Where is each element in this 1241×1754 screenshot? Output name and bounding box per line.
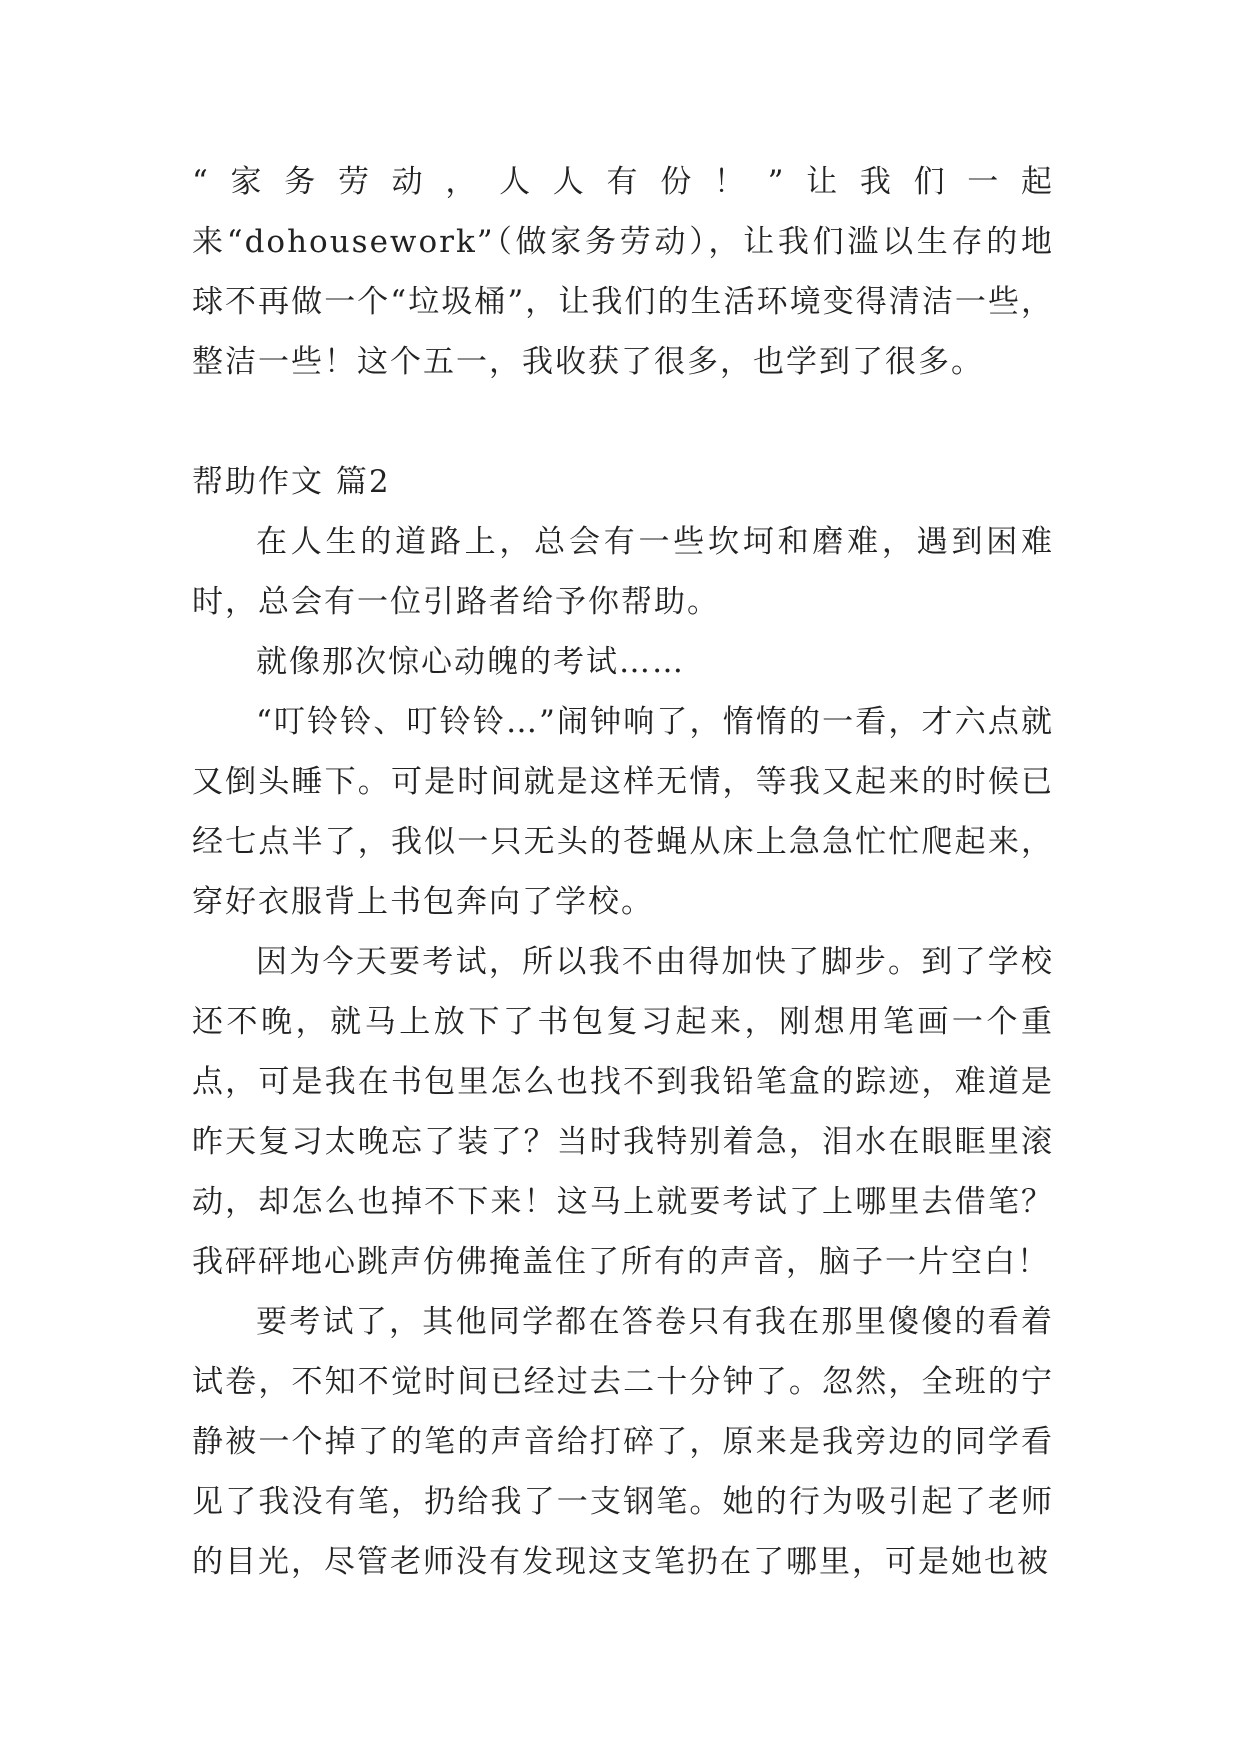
document-body <box>192 152 1054 1592</box>
body-paragraph: 因为今天要考试，所以我不由得加快了脚步。到了学校还不晚，就马上放下了书包复习起来，刚想用笔画一个重点，可是我在书包里怎么也找不到我铅笔盒的踪迹，难道是昨天复习太晚忘了装了？当时我特别着急，泪水在眼眶里滚动，却怎么也掉不下来！这马上就要考试了上哪里去借笔？我砰砰地心跳声仿佛掩盖住了所有的声音，脑子一片空白！ <box>192 944 1054 1280</box>
intro-paragraph: “家务劳动，人人有份！”让我们一起来“dohousework”（做家务劳动），让我们滥以生存的地球不再做一个“垃圾桶”，让我们的生活环境变得清洁一些，整洁一些！这个五一，我收获了很多，也学到了很多。 <box>192 164 1054 380</box>
section-title: 帮助作文 篇2 <box>192 464 391 500</box>
body-paragraph: 要考试了，其他同学都在答卷只有我在那里傻傻的看着试卷，不知不觉时间已经过去二十分钟了。忽然，全班的宁静被一个掉了的笔的声音给打碎了，原来是我旁边的同学看见了我没有笔，扔给我了一支钢笔。她的行为吸引起了老师的目光，尽管老师没有发现这支笔扔在了哪里，可是她也被 <box>192 1304 1054 1580</box>
body-paragraph: “叮铃铃、叮铃铃…”闹钟响了，惰惰的一看，才六点就又倒头睡下。可是时间就是这样无情，等我又起来的时候已经七点半了，我似一只无头的苍蝇从床上急急忙忙爬起来，穿好衣服背上书包奔向了学校。 <box>192 704 1054 920</box>
body-paragraph: 在人生的道路上，总会有一些坎坷和磨难，遇到困难时，总会有一位引路者给予你帮助。 <box>192 524 1054 620</box>
body-paragraph: 就像那次惊心动魄的考试…… <box>256 644 685 680</box>
